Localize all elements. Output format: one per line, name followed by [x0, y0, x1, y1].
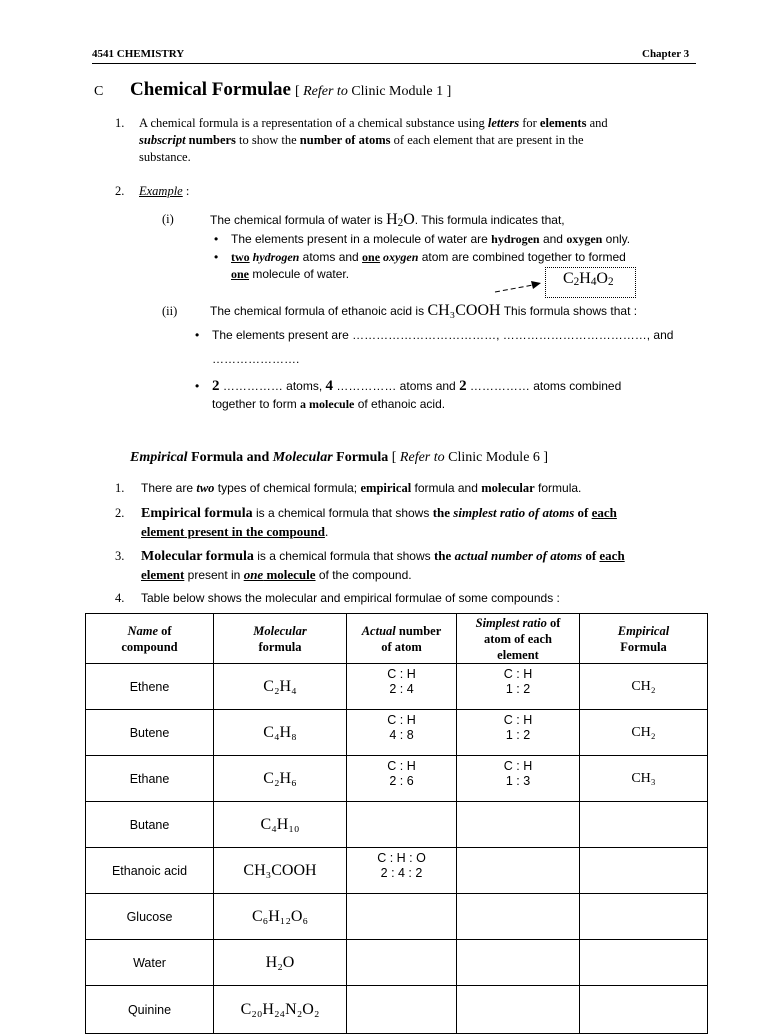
actual-symbols: C : H: [387, 759, 416, 773]
molecular-formula: C₄H₁₀: [214, 802, 347, 848]
simplest-ratio: [457, 894, 580, 940]
section-heading: [130, 79, 451, 101]
example-ii-bullet-1: • The elements present are ………………………………, ………………………………, and: [212, 327, 673, 344]
table-header-row: [86, 614, 708, 664]
simplest-ratio: [457, 848, 580, 894]
molecular-formula: H₂O: [214, 940, 347, 986]
actual-symbols: C : H: [387, 667, 416, 681]
simplest-symbols: C : H: [503, 759, 533, 773]
empirical-formula: CH₂: [580, 710, 708, 756]
example-ii-bullet-2-cont: together to form a molecule of ethanoic acid.: [212, 397, 446, 411]
molecular-formula: C₆H₁₂O₆: [214, 894, 347, 940]
example-i-text: The chemical formula of water is $H_2O$. This formula indicates that,: [210, 211, 565, 229]
actual-atoms: [347, 986, 457, 1034]
example-ii-text: The chemical formula of ethanoic acid is CH₃COOH This formula shows that :: [210, 302, 638, 319]
compound-name: Water: [86, 940, 214, 986]
point3-number: 3.: [115, 549, 125, 563]
simplest-ratio: [457, 710, 580, 756]
header-molecular: Molecular formula: [214, 614, 347, 664]
point1-text: There are two types of chemical formula; empirical formula and molecular formula.: [141, 481, 582, 495]
point4-number: 4.: [115, 591, 125, 605]
actual-counts: 2 : 4 : 2: [380, 866, 423, 880]
empirical-formula: [580, 894, 708, 940]
actual-atoms: [347, 664, 457, 710]
header-subject: 4541 CHEMISTRY: [92, 48, 185, 60]
point2-text: Empirical formula is a chemical formula that shows the simplest ratio of atoms of each element present in the compound.: [141, 505, 617, 539]
example-i-roman: (i): [162, 212, 174, 226]
arrow-icon: [493, 278, 545, 296]
simplest-ratio: [457, 756, 580, 802]
example-ii-bullet-2: • 2 …………… atoms, 4 …………… atoms and 2 …………… atoms combined: [212, 378, 621, 395]
actual-counts: 2 : 6: [389, 774, 414, 788]
simplest-ratio: [457, 802, 580, 848]
point1-number: 1.: [115, 481, 125, 495]
item1-paragraph: A chemical formula is a representation of a chemical substance using letters for elements and subscript numbers to show the number of atoms of each element that are present in the substance.: [139, 116, 608, 164]
header-simplest: Simplest ratio of atom of each element: [457, 614, 580, 664]
header-empirical: Empirical Formula: [580, 614, 708, 664]
empirical-formula: [580, 802, 708, 848]
empirical-formula: [580, 986, 708, 1034]
table-row: [86, 940, 708, 986]
header-actual: Actual number of atom: [347, 614, 457, 664]
actual-counts: 2 : 4: [389, 682, 414, 696]
table-row: [86, 848, 708, 894]
empirical-formula: [580, 940, 708, 986]
simplest-counts: 1 : 2: [505, 682, 531, 696]
simplest-symbols: C : H: [503, 667, 533, 681]
compound-name: Ethene: [86, 664, 214, 710]
actual-atoms: [347, 710, 457, 756]
example-i-bullet-2: • two hydrogen atoms and one oxygen atom are combined together to formed: [231, 249, 626, 266]
ref-label: Refer to: [303, 84, 348, 99]
compound-name: Ethane: [86, 756, 214, 802]
actual-atoms: [347, 940, 457, 986]
header-name: Name of compound: [86, 614, 214, 664]
compound-name: Butane: [86, 802, 214, 848]
simplest-ratio: [457, 986, 580, 1034]
point4-text: Table below shows the molecular and empirical formulae of some compounds :: [141, 591, 560, 605]
formula-box-text: $C_2H_4O_2$: [563, 270, 614, 288]
simplest-counts: 1 : 3: [505, 774, 531, 788]
subsection-heading: Empirical Formula and Molecular Formula [ Refer to Clinic Module 6 ]: [130, 450, 549, 465]
item1-number: 1.: [115, 116, 125, 130]
empirical-formula: CH₂: [580, 664, 708, 710]
simplest-counts: 1 : 2: [505, 728, 531, 742]
formula-table: [85, 613, 708, 1034]
example-i-bullet-1: • The elements present in a molecule of water are hydrogen and oxygen only.: [231, 231, 630, 248]
table-row: [86, 894, 708, 940]
compound-name: Ethanoic acid: [86, 848, 214, 894]
molecular-formula: CH₃COOH: [214, 848, 347, 894]
table-row: [86, 756, 708, 802]
simplest-ratio: [457, 664, 580, 710]
molecular-formula: C₄H₈: [214, 710, 347, 756]
point2-number: 2.: [115, 506, 125, 520]
header-rule: [92, 63, 696, 64]
header-chapter: Chapter 3: [642, 48, 690, 60]
item2-number: 2.: [115, 184, 125, 198]
actual-symbols: C : H: [387, 713, 416, 727]
ref-open: [: [294, 84, 300, 99]
item2-example-label: Example :: [139, 184, 190, 198]
ref-module: Clinic Module 1 ]: [351, 84, 452, 99]
molecular-formula: C₂H₄: [214, 664, 347, 710]
table-row: [86, 986, 708, 1034]
empirical-formula: [580, 848, 708, 894]
compound-name: Butene: [86, 710, 214, 756]
compound-name: Quinine: [86, 986, 214, 1034]
actual-counts: 4 : 8: [389, 728, 414, 742]
actual-atoms: [347, 756, 457, 802]
compound-name: Glucose: [86, 894, 214, 940]
section-letter: C: [94, 84, 104, 99]
section-title: Chemical Formulae: [130, 79, 291, 100]
molecular-formula: C₂₀H₂₄N₂O₂: [214, 986, 347, 1034]
simplest-symbols: C : H: [503, 713, 533, 727]
actual-atoms: [347, 848, 457, 894]
example-i-bullet-2-cont: one molecule of water.: [231, 267, 350, 281]
table-row: [86, 664, 708, 710]
example-ii-bullet-1-cont: ………………….: [212, 352, 300, 366]
point3-text: Molecular formula is a chemical formula that shows the actual number of atoms of each element present in one molecule of the compound.: [141, 548, 625, 582]
empirical-formula: CH₃: [580, 756, 708, 802]
table-row: [86, 710, 708, 756]
actual-symbols: C : H : O: [377, 851, 426, 865]
actual-atoms: [347, 802, 457, 848]
molecular-formula: C₂H₆: [214, 756, 347, 802]
table-row: [86, 802, 708, 848]
simplest-ratio: [457, 940, 580, 986]
example-ii-roman: (ii): [162, 304, 178, 318]
actual-atoms: [347, 894, 457, 940]
